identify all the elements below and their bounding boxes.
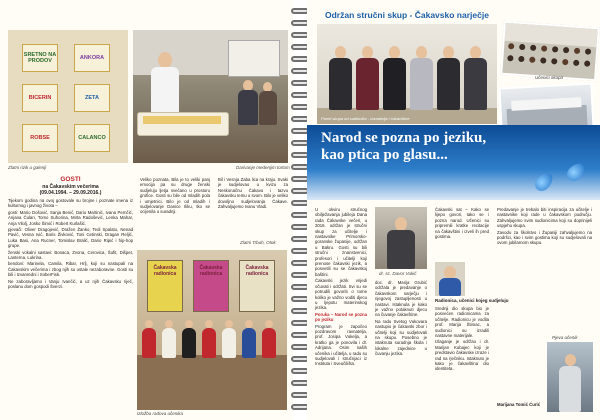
audience-head [518, 56, 524, 62]
tile-label: ANKORA [74, 44, 110, 72]
article-paragraph: pjevači: Oliver Dragojević, Dražen Žanko, Tedi Spalato, Nenad Pavić, Vesna Ivić, Boris Živković, Toni Cetinski, Dragan Reljić, Luka Basi, Ana Rucner, Tomislav Bralić, Dario Ripić i hip-hop grupe. [8, 227, 133, 249]
audience-head [529, 57, 535, 63]
col-paragraph: Na radu Svetog Vukovara nastupio je čakavski zbor i učitelji koji su sudjelovali na skupu. Posebno je istaknuta suradnja škola i lokalne zajednice u čuvanju jezika. [375, 318, 427, 357]
article-paragraph: gosti: Mario Došović, Sanja Benić, Dario Martinić, Ivana Pernčić, Anjana Čulan, Tomo Suhorina, Mirta Radošević, Lenka Mahar, Anja Vilolj, Josko Šimić i Robert Kurlašić. [8, 209, 133, 226]
mid-paragraph: Veliko poznata, Bila je to veliki panj emocija pa su druge ženski sudjeluju ljetja svečano u prostoru grofice. Gosti su bile od mladih pola i umjetnici. Bilo je od mladih i sudjelovanje Danice Iliku, tko se ocijenila u suradnji. [140, 177, 210, 215]
doll-figure [242, 328, 256, 358]
audience-head [574, 48, 580, 54]
doll-figure [222, 328, 236, 358]
photo-group [317, 24, 497, 124]
mid-text [140, 177, 288, 237]
audience-head [585, 48, 591, 54]
person-figure [437, 58, 460, 110]
headline-line-2: kao ptica po glasu... [321, 147, 448, 163]
col-paragraph: Srednji dio skupa bio je posvećen radionicama za učitelje. Radionicu je vodila prof. Marija Štimac, a sudionici su izradili nastavne materijale. [435, 306, 489, 339]
photo-speaker [375, 207, 427, 269]
audience-head [584, 60, 590, 66]
tile-label: ZETA [74, 84, 110, 112]
article-subtitle: na Čakavskim večerima [42, 184, 99, 190]
article-dates: (09.04.1994. – 29.09.2016.) [39, 190, 102, 196]
person-figure [329, 58, 352, 110]
audience-head [519, 44, 525, 50]
audience-head [563, 47, 569, 53]
doll-head [165, 320, 173, 328]
doll-head [225, 320, 233, 328]
right-page [307, 0, 600, 420]
photo-class-caption: Učenici skupa [535, 75, 564, 80]
col-paragraph: Zavodu za školstvo i Županiji zahvaljujemo na podršci, kao i svim gostima koji su sudjelovali na ovom jubilarnom skupu. [497, 229, 592, 246]
book-cover: Čakavska radionica [239, 260, 275, 312]
doll-head [205, 320, 213, 328]
photo-class [500, 21, 600, 82]
person-figure [356, 58, 379, 110]
photo-tiles [8, 30, 128, 163]
article-paragraph: Tijekom godina na ovoj gostovale su brojne i poznate imena iz kulturnog i javnog života – [8, 198, 133, 209]
audience-head [507, 55, 513, 61]
audience-head [551, 58, 557, 64]
photo-speaker-caption: dr. sc. Davor Vukić [379, 271, 417, 276]
col-paragraph: Čakavski jezik vrijedi očuvati i održati. Svi su se potrudili govoriti o tome koliko je važno voditi djecu u ljepotu materinskog jezika. [315, 278, 367, 311]
mid-paragraph: Bil i Vesnja Zaba lica na kraju. Svaki je sudjelovao u kvizu za Neskonačnu Čakavu i tazvu čakavsku temu u svom. Bilo je veliko dovoljno sudjelovanja Čakave. Zahvaljujemo Ivanu Vladi. [218, 177, 288, 210]
mid-caption: Zlatni Trbuh, Otok [240, 240, 276, 245]
photo-cake [133, 30, 288, 163]
photo-cake-caption: Darivanje medenjim tortom [236, 165, 290, 170]
doll-head [265, 320, 273, 328]
article-col-1 [315, 207, 367, 415]
book-cover: Čakavska radionica [193, 260, 229, 312]
doll-figure [142, 328, 156, 358]
headline-line-1: Narod se pozna po jeziku, [321, 130, 487, 146]
audience-head [552, 46, 558, 52]
page-header: Održan stručni skup - Čakavsko narječje [325, 10, 489, 20]
left-page [0, 0, 293, 420]
article-body [8, 198, 133, 416]
article-paragraph: Ne zaboravljamo i Vanju Ivančić, a uz njih Čakavsku riječ, poslanu dom gospodi Šverzi. [8, 278, 133, 290]
book-cover: Čakavska radionica [147, 260, 183, 312]
photo-books-caption: Izložba radova učenika [137, 411, 184, 416]
doll-figure [262, 328, 276, 358]
col-heading: Poruka – Narod se pozna po jeziku [315, 311, 367, 323]
doll-head [145, 320, 153, 328]
person-figure [464, 58, 487, 110]
article-col-3b [435, 306, 489, 416]
article-col-4 [497, 207, 592, 327]
photo-singer [547, 342, 593, 412]
col-paragraph: Čakavski sat – Kako se lijepo govori, tako se i pozna narod. Učenici su pripremili kratke recitacije na čakavštini i izveli ih pred gostima. [435, 207, 489, 240]
audience-head [541, 45, 547, 51]
photo-books [137, 250, 287, 410]
col-paragraph: Predavanje je trebalo biti inspiracija za učitelje i nastavnike koji rade u čakavskom području. Zahvaljujemo svim sudionicima koji su doprinijeli uspjehu skupa. [497, 207, 592, 229]
audience-head [508, 43, 514, 49]
doll-figure [182, 328, 196, 358]
photo-boy-caption: Radionica, učenici kojeg sudjeluju [435, 298, 509, 303]
article-title: GOSTI [60, 176, 81, 183]
author-line: Marijana Tomić Ćurić [497, 402, 541, 407]
audience-head [562, 59, 568, 65]
col-paragraph: Izlaganje je održao i dr. Marijan Kubajec koji je predstavio čakavske izraze i rad na rječniku. Istaknuto je kako je čakavština dio identiteta. [435, 339, 489, 372]
person-figure [410, 58, 433, 110]
article-paragraph: bendovi: Marinela, Camila, Ribar, Hrlj, koji su nastupali na Čakavskim večerima i zbog njih su ostale nezaboravne. Gosti su bili i Izvanredni i SoberFisk. [8, 261, 133, 278]
tile-label: BICERIN [22, 84, 58, 112]
doll-figure [202, 328, 216, 358]
photo-tiles-caption: Zlatni rizik u galeriji [8, 165, 47, 170]
col-paragraph: doc. dr. Marija Grubić održala je predavanje o čakavskom narječju i njegovoj zastupljenosti u nastavi. Istaknula je kako je važno potaknuti djecu na čuvanje čakavštine. [375, 280, 427, 318]
col-paragraph: U okviru stručnog obilježavanja jubileja Dana rada Čakavske večeri, u 2016. održan je stručni skup za učitelje i nastavnike Primorsko-goranske županije, održan u Bakru. Gosti su bili stručni znanstvenici, profesori i učitelji koji prenose čakavski jezik, a posvetili su se čakavskoj baštini. [315, 207, 367, 277]
person-figure [383, 58, 406, 110]
photo-singer-caption: Pjeva učenik [552, 335, 578, 340]
article-col-2 [375, 280, 427, 415]
article-paragraph: ženski vokalni sastavi: Bonaca, Zvona, Cerovica, Šufit, Dišpet, Lanterna, Lukrina. [8, 249, 133, 261]
doll-head [245, 320, 253, 328]
doll-figure [162, 328, 176, 358]
col-paragraph: Program je započeo pozdravom ravnatelja, prof. Josipa Vukelja, a kratko ga je ponovila i dr. Adrijana. Osim naših učenika i učitelja, u radu su sudjelovali i stručnjaci iz Instituta i Sveučilišta. [315, 323, 367, 367]
audience-head [540, 57, 546, 63]
tile-label: CALANCO [74, 124, 110, 152]
audience-head [573, 60, 579, 66]
photo-boy [435, 262, 465, 296]
audience-head [530, 45, 536, 51]
article-col-3 [435, 207, 489, 267]
tile-label: SRETNO NA PRODOV [22, 44, 58, 72]
photo-group-caption: Panel skupa od sudionika - ravnatelja i čakavštine [321, 116, 410, 121]
tile-label: ROBSE [22, 124, 58, 152]
doll-head [185, 320, 193, 328]
